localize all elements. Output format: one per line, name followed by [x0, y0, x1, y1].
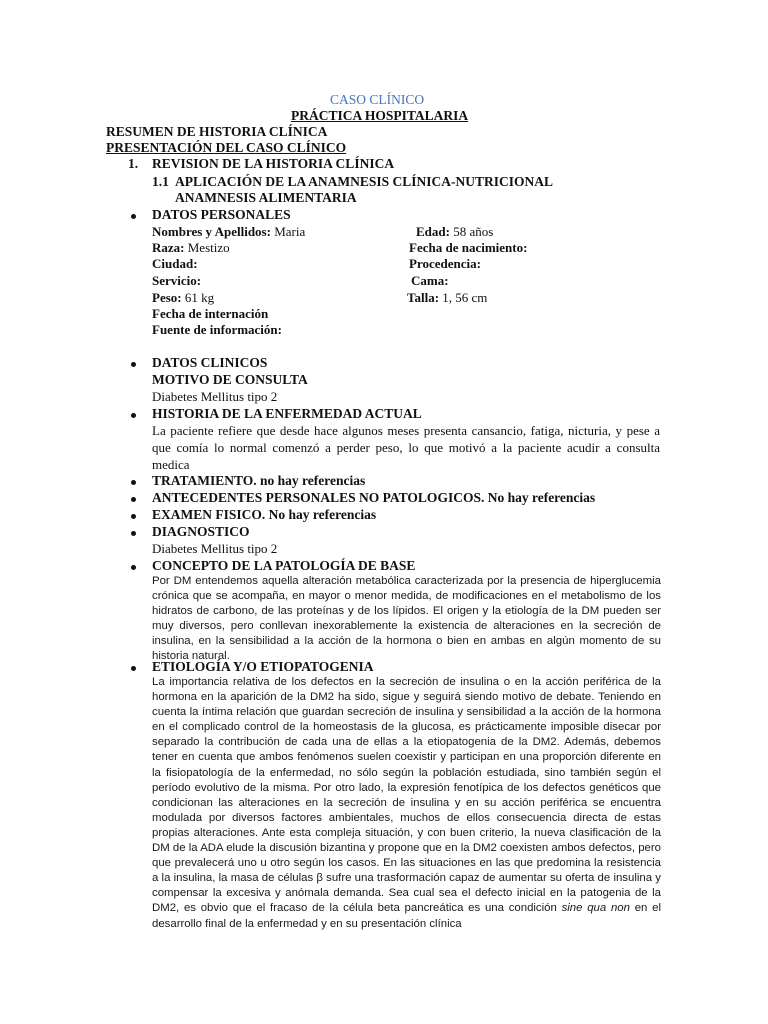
etiologia-text-italic: sine qua non — [561, 902, 630, 915]
nombres-value: Maria — [270, 224, 306, 239]
motivo-heading: MOTIVO DE CONSULTA — [152, 372, 308, 387]
datos-clinicos-heading: DATOS CLINICOS — [152, 355, 268, 370]
nombres-field — [152, 224, 305, 240]
raza-value: Mestizo — [184, 240, 230, 255]
talla-value: 1, 56 cm — [439, 290, 488, 305]
outline-item-1-1-line2: ANAMNESIS ALIMENTARIA — [175, 190, 357, 205]
nacimiento-label: Fecha de nacimiento: — [409, 240, 528, 255]
bullet-icon — [131, 565, 136, 570]
bullet-icon — [131, 666, 136, 671]
examen-line: EXAMEN FISICO. No hay referencias — [152, 507, 377, 522]
outline-item-1: REVISION DE LA HISTORIA CLÍNICA — [152, 156, 395, 171]
concepto-text: Por DM entendemos aquella alteración metabólica caracterizada por la presencia de hiperglucemia crónica que se acompaña, en mayor o menor medida, de modificaciones en el metabolismo de los hidratos de carbono, de las proteínas y de los lípidos. El origen y la etiología de la DM pueden ser muy diversos, pero conllevan inexorablemente la existencia de alteraciones en la secreción de insulina, en la sensibilidad a la acción de la hormona o bien en ambas en algún momento de su historia natural. — [152, 575, 661, 663]
historia-heading: HISTORIA DE LA ENFERMEDAD ACTUAL — [152, 406, 422, 421]
bullet-icon — [131, 413, 136, 418]
bullet-icon — [131, 480, 136, 485]
raza-label: Raza: — [152, 240, 185, 255]
edad-field — [416, 224, 493, 240]
etiologia-text-main: La importancia relativa de los defectos en la secreción de insulina o en la acción periférica de la hormona en la aparición de la DM2 ha sido, sigue y seguirá siendo motivo de debate. Teniendo en cuenta la íntima relación que guardan secreción de insulina y sensibilidad a la acción de la hormona en el complicado control de la homeostasis de la glucosa, es prácticamente imposible disecar por separado la contribución de cada una de ellas a la etiopatogenia de la DM2. Además, debemos tener en cuenta que ambos fenómenos suelen coexistir y participan en una proporción diferente en la fisiopatología de la enfermedad, no sólo según la población estudiada, sino también según el período evolutivo de la misma. Por otro lado, la expresión fenotípica de los defectos genéticos que condicionan las alteraciones en la secreción de insulina y en su acción periférica se encuentra modulada por diversos factores ambientales, muchos de ellos consecuencia directa de estas propias alteraciones. Ante esta compleja situación, y con buen criterio, la nueva clasificación de la DM de la ADA elude la discusión bizantina y propone que en la DM2 coexisten ambos defectos, pero que prevalecerá uno u otro según los casos. En las situaciones en las que predomina la resistencia a la insulina, la masa de células β sufre una trasformación capaz de aumentar su oferta de insulina y compensar la excesiva y anómala demanda. Sea cual sea el defecto inicial en la patogenia de la DM2, es obvio que el fracaso de la célula beta pancreática es una condición — [152, 676, 661, 915]
talla-label: Talla: — [407, 290, 440, 305]
cama-label: Cama: — [411, 273, 449, 288]
outline-number-1: 1. — [128, 156, 139, 171]
bullet-icon — [131, 214, 136, 219]
outline-item-1-1-line1: APLICACIÓN DE LA ANAMNESIS CLÍNICA-NUTRICIONAL — [175, 174, 554, 189]
datos-personales-heading: DATOS PERSONALES — [152, 207, 291, 222]
ciudad-label: Ciudad: — [152, 256, 198, 271]
etiologia-text — [152, 675, 661, 932]
peso-field — [152, 290, 214, 306]
presentacion-heading: PRESENTACIÓN DEL CASO CLÍNICO — [106, 140, 347, 155]
talla-field — [407, 290, 487, 306]
peso-value: 61 kg — [181, 290, 215, 305]
document-title: CASO CLÍNICO — [330, 92, 425, 107]
etiologia-heading: ETIOLOGÍA Y/O ETIOPATOGENIA — [152, 659, 374, 674]
tratamiento-line: TRATAMIENTO. no hay referencias — [152, 473, 366, 488]
antecedentes-line: ANTECEDENTES PERSONALES NO PATOLOGICOS. No hay referencias — [152, 490, 596, 505]
edad-label: Edad: — [416, 224, 450, 239]
bullet-icon — [131, 514, 136, 519]
procedencia-label: Procedencia: — [409, 256, 481, 271]
bullet-icon — [131, 531, 136, 536]
outline-number-1-1: 1.1 — [152, 174, 169, 189]
bullet-icon — [131, 497, 136, 502]
resumen-heading: RESUMEN DE HISTORIA CLÍNICA — [106, 124, 328, 139]
nombres-label: Nombres y Apellidos: — [152, 224, 271, 239]
edad-value: 58 años — [449, 224, 494, 239]
raza-field — [152, 240, 230, 256]
diagnostico-heading: DIAGNOSTICO — [152, 524, 250, 539]
internacion-label: Fecha de internación — [152, 306, 269, 321]
etiologia-text-end: en el desarrollo final de la enfermedad y en su presentación clínica — [152, 902, 661, 930]
peso-label: Peso: — [152, 290, 182, 305]
diagnostico-text: Diabetes Mellitus tipo 2 — [152, 541, 278, 556]
servicio-label: Servicio: — [152, 273, 202, 288]
historia-text: La paciente refiere que desde hace algunos meses presenta cansancio, fatiga, nicturia, y pese a que comía lo normal comenzó a perder peso, lo que motivó a la paciente acudir a consulta medica — [152, 423, 660, 472]
fuente-label: Fuente de información: — [152, 322, 282, 337]
bullet-icon — [131, 362, 136, 367]
motivo-text: Diabetes Mellitus tipo 2 — [152, 389, 278, 404]
concepto-heading: CONCEPTO DE LA PATOLOGÍA DE BASE — [152, 558, 416, 573]
document-subtitle: PRÁCTICA HOSPITALARIA — [291, 108, 469, 123]
